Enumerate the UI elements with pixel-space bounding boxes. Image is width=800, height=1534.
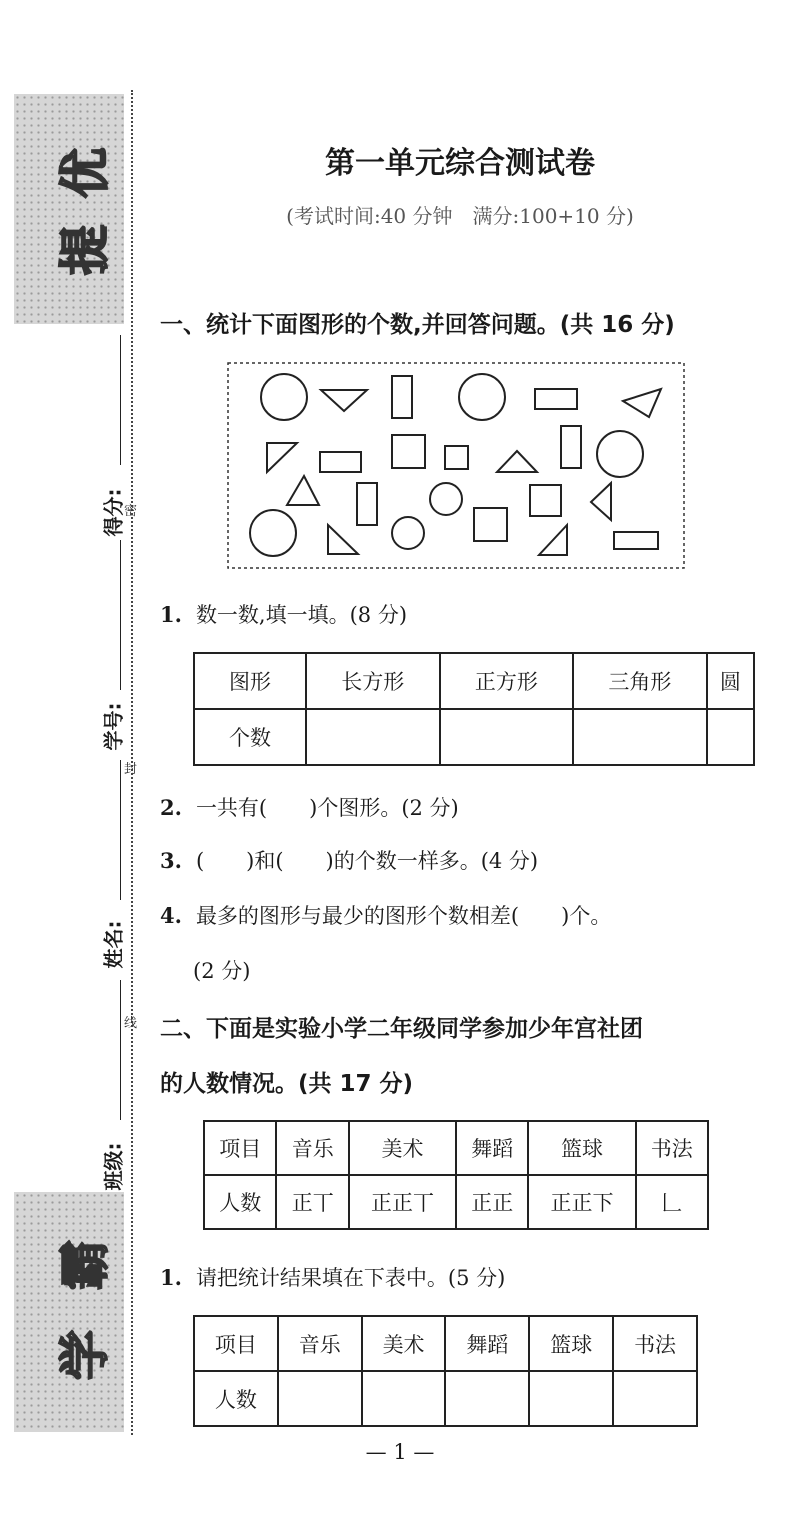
answer-cell[interactable] — [573, 709, 707, 765]
square-shape — [392, 435, 425, 468]
rectangle-shape — [320, 452, 361, 472]
tally-cell: 正丅 — [276, 1175, 348, 1229]
answer-cell[interactable] — [306, 709, 440, 765]
seal-char-feng: 封 — [124, 762, 138, 777]
rectangle-shape — [535, 389, 577, 409]
shapes-figure — [227, 362, 685, 569]
answer-cell[interactable] — [278, 1371, 362, 1426]
page-title: 第一单元综合测试卷 — [325, 146, 595, 181]
table-header-cell: 篮球 — [529, 1316, 613, 1371]
circle-shape — [597, 431, 643, 477]
shape-count-table — [193, 652, 755, 766]
table-header-cell: 长方形 — [306, 653, 440, 709]
seal-char-xian: 线 — [124, 1016, 138, 1031]
class-label: 班级: — [101, 1142, 126, 1191]
score-label: 得分: — [101, 488, 126, 537]
answer-cell[interactable] — [613, 1371, 697, 1426]
field-line — [120, 540, 121, 690]
page-number: — 1 — — [365, 1440, 435, 1464]
square-shape — [530, 485, 561, 516]
tally-cell: 正正 — [456, 1175, 528, 1229]
question-1-2 — [160, 792, 459, 822]
table-row-label: 人数 — [194, 1371, 278, 1426]
question-number: 4. — [160, 903, 182, 928]
rectangle-shape — [561, 426, 581, 468]
question-number: 1. — [160, 1265, 182, 1290]
circle-shape — [250, 510, 296, 556]
table-header-cell: 书法 — [613, 1316, 697, 1371]
table-header-cell: 音乐 — [276, 1121, 348, 1175]
table-header-cell: 舞蹈 — [456, 1121, 528, 1175]
banner-bottom-char-2: 霸 — [56, 1240, 114, 1290]
table-header-cell: 圆 — [707, 653, 754, 709]
answer-cell[interactable] — [362, 1371, 446, 1426]
square-shape — [474, 508, 507, 541]
table-header-cell: 项目 — [204, 1121, 276, 1175]
field-line — [120, 980, 121, 1120]
table-header-cell: 三角形 — [573, 653, 707, 709]
triangle-shape — [539, 525, 567, 555]
question-2-1 — [160, 1262, 505, 1292]
name-label: 姓名: — [101, 920, 126, 969]
section-2-heading-line-1: 二、下面是实验小学二年级同学参加少年宫社团 — [160, 1016, 643, 1042]
answer-cell[interactable] — [445, 1371, 529, 1426]
table-header-cell: 音乐 — [278, 1316, 362, 1371]
banner-top — [14, 94, 124, 324]
table-header-cell: 舞蹈 — [445, 1316, 529, 1371]
triangle-shape — [287, 476, 319, 505]
section-1-heading: 一、统计下面图形的个数,并回答问题。(共 16 分) — [160, 312, 675, 338]
rectangle-shape — [614, 532, 658, 549]
banner-bottom-char-1: 学 — [56, 1330, 114, 1380]
table-row-label: 人数 — [204, 1175, 276, 1229]
triangle-shape — [623, 389, 661, 417]
student-number-label: 学号: — [101, 702, 126, 751]
banner-bottom — [14, 1192, 124, 1432]
rectangle-shape — [357, 483, 377, 525]
exam-info: (考试时间:40 分钟 满分:100+10 分) — [286, 204, 634, 228]
circle-shape — [459, 374, 505, 420]
question-number: 1. — [160, 602, 182, 627]
seal-char-mi: 密 — [124, 504, 138, 519]
question-number: 3. — [160, 848, 182, 873]
answer-cell[interactable] — [707, 709, 754, 765]
answer-cell[interactable] — [440, 709, 574, 765]
triangle-shape — [267, 443, 297, 472]
table-row-label: 个数 — [194, 709, 306, 765]
triangle-shape — [328, 525, 358, 554]
field-line — [120, 335, 121, 465]
triangle-shape — [497, 451, 537, 472]
question-text: 一共有( )个图形。(2 分) — [195, 796, 459, 820]
question-text: 请把统计结果填在下表中。(5 分) — [195, 1266, 506, 1290]
question-text: 数一数,填一填。(8 分) — [195, 603, 408, 627]
answer-cell[interactable] — [529, 1371, 613, 1426]
banner-top-char-2: 优 — [56, 148, 114, 198]
table-header-cell: 篮球 — [528, 1121, 635, 1175]
question-number: 2. — [160, 795, 182, 820]
circle-shape — [430, 483, 462, 515]
table-header-cell: 正方形 — [440, 653, 574, 709]
table-header-cell: 美术 — [362, 1316, 446, 1371]
circle-shape — [261, 374, 307, 420]
table-header-cell: 项目 — [194, 1316, 278, 1371]
question-1-3 — [160, 845, 538, 875]
question-1-4 — [160, 900, 611, 930]
banner-top-char-1: 提 — [56, 225, 114, 275]
tally-cell: 正正丅 — [349, 1175, 456, 1229]
circle-shape — [392, 517, 424, 549]
table-header-cell: 美术 — [349, 1121, 456, 1175]
triangle-shape — [321, 390, 367, 411]
question-text: 最多的图形与最少的图形个数相差( )个。 — [195, 904, 612, 928]
table-header-cell: 书法 — [636, 1121, 709, 1175]
tally-table — [203, 1120, 709, 1230]
triangle-shape — [591, 483, 611, 520]
tally-cell: 𠃊 — [636, 1175, 709, 1229]
square-shape — [445, 446, 468, 469]
tally-cell: 正正下 — [528, 1175, 635, 1229]
question-text: ( )和( )的个数一样多。(4 分) — [195, 849, 539, 873]
rectangle-shape — [392, 376, 412, 418]
question-1-1 — [160, 599, 407, 629]
field-line — [120, 760, 121, 900]
question-1-4-points: (2 分) — [193, 959, 251, 983]
table-header-cell: 图形 — [194, 653, 306, 709]
result-table — [193, 1315, 698, 1427]
section-2-heading-line-2: 的人数情况。(共 17 分) — [160, 1071, 414, 1097]
